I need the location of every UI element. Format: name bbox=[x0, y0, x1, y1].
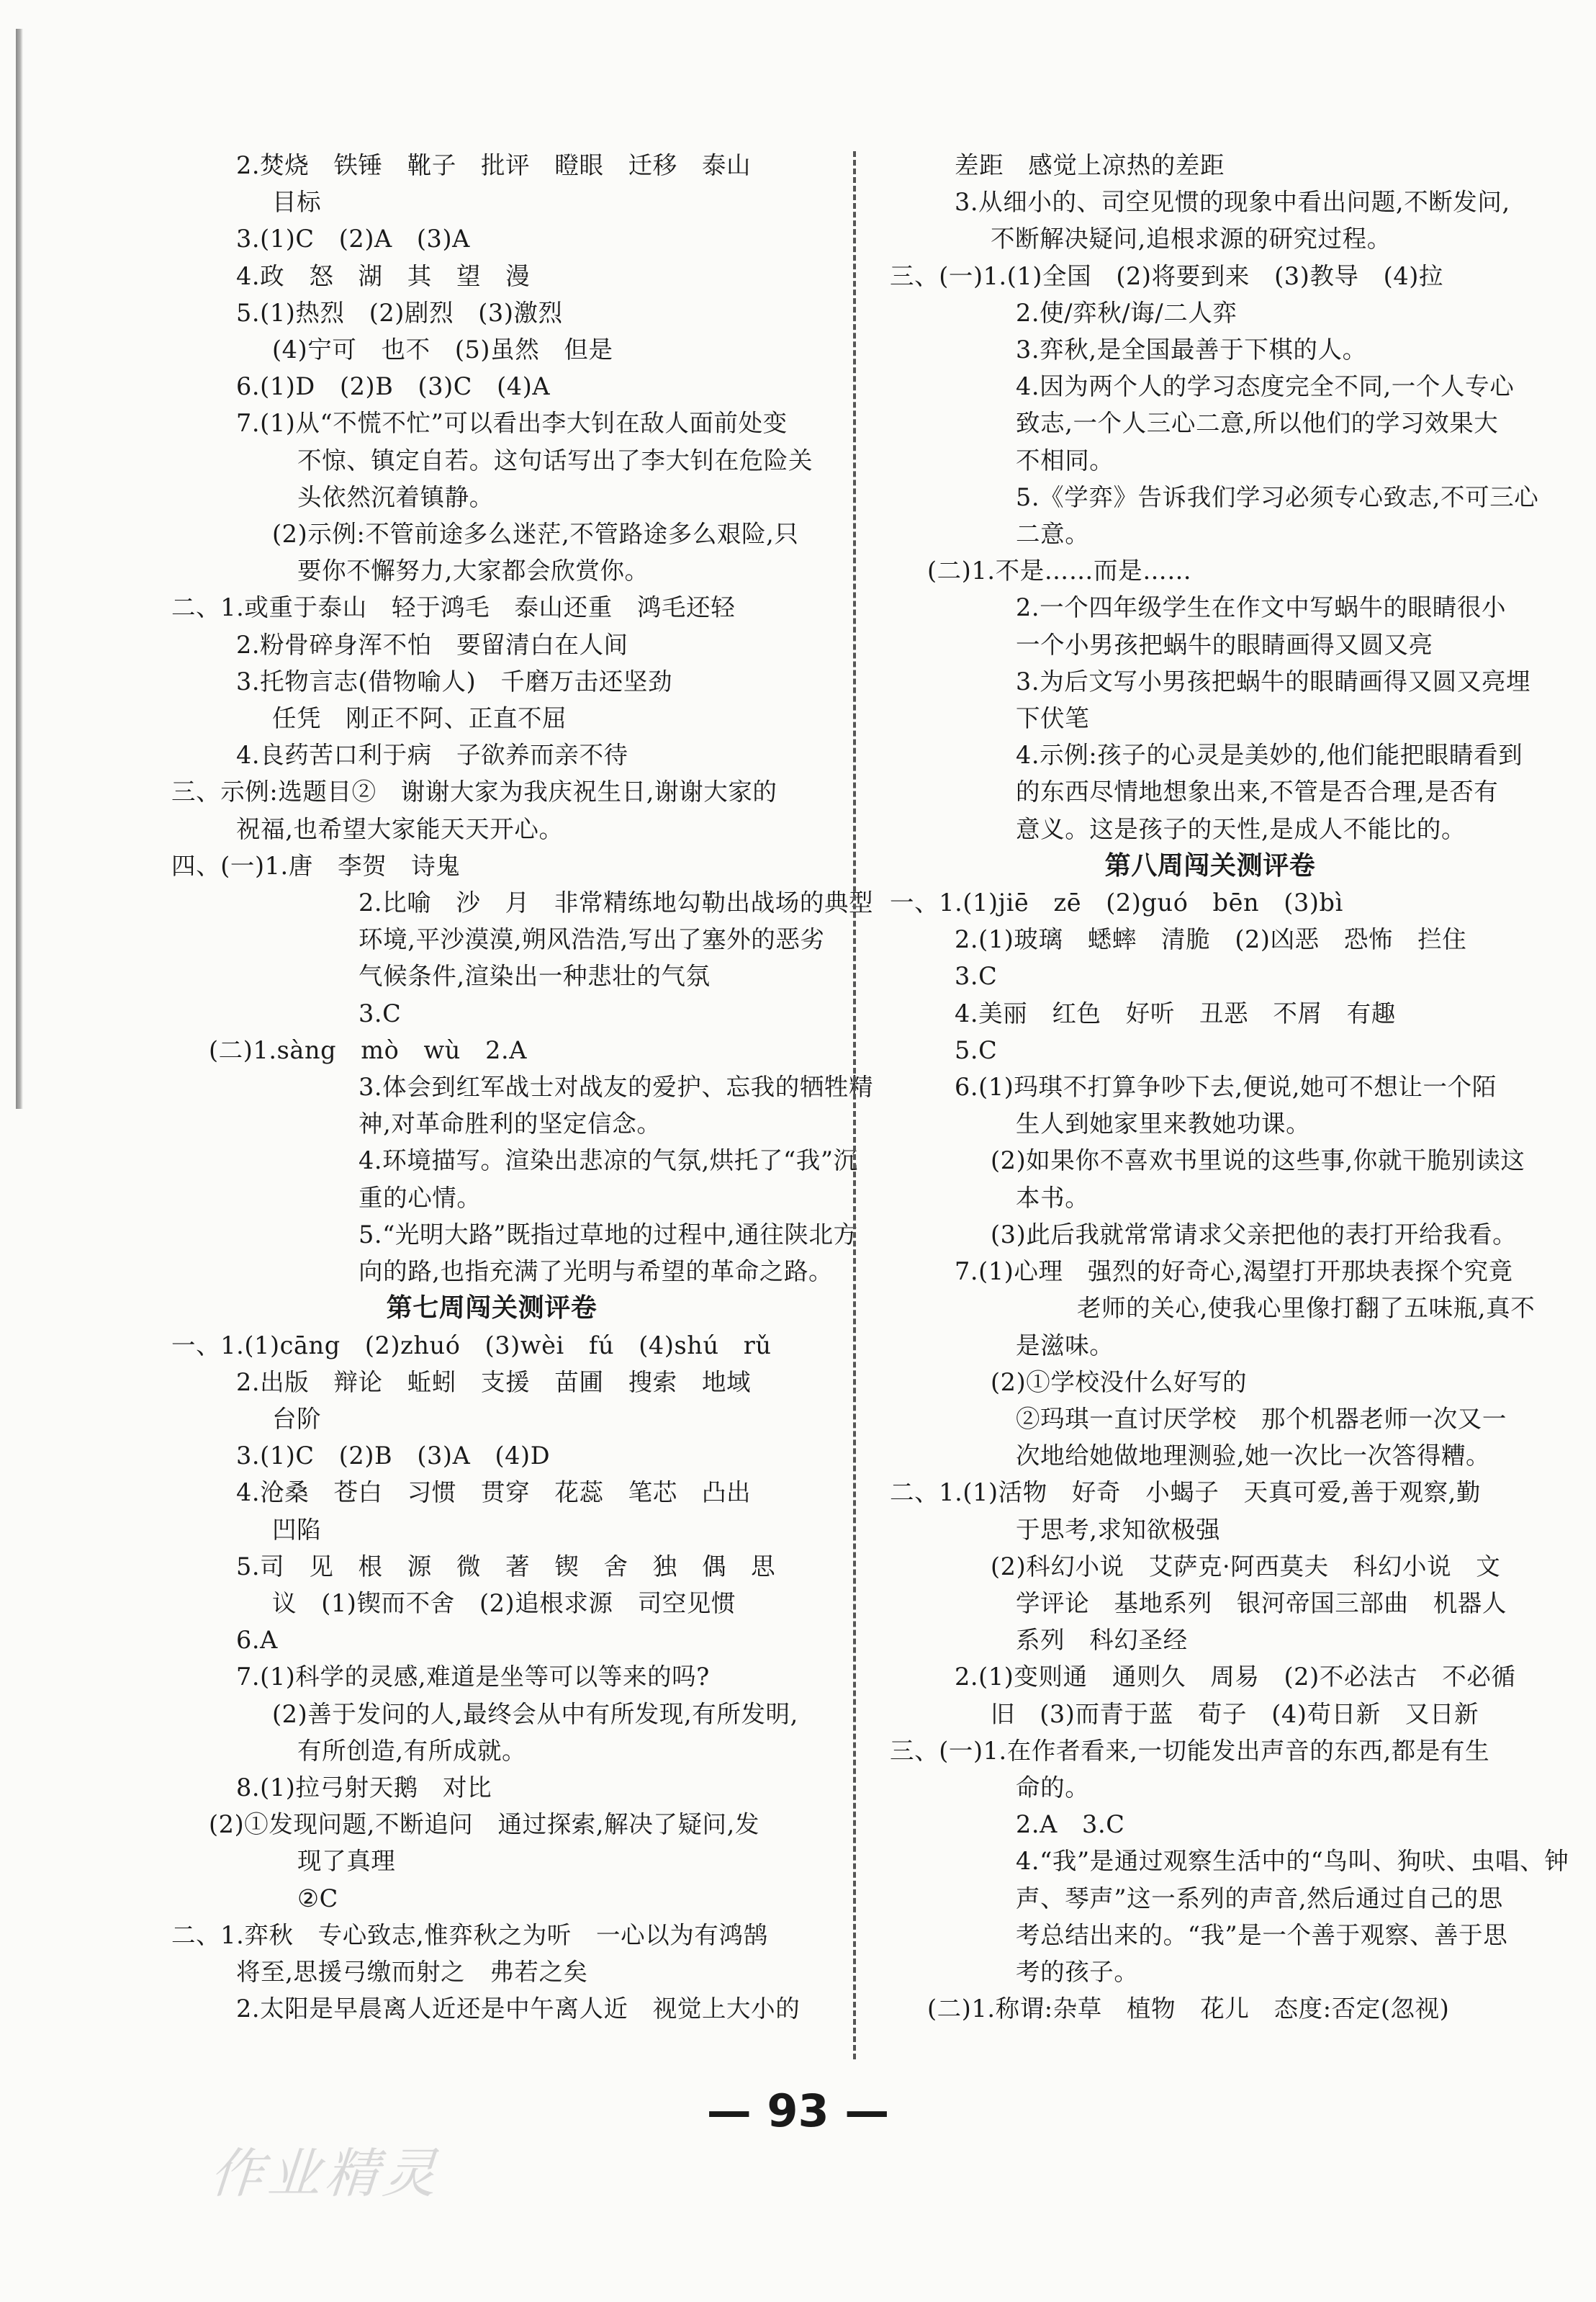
answer-line: 二、1.弈秋 专心致志,惟弈秋之为听 一心以为有鸿鹄 bbox=[171, 1920, 768, 1949]
answer-line: 老师的关心,使我心里像打翻了五味瓶,真不 bbox=[1077, 1294, 1536, 1323]
answer-line: 一、1.(1)cāng (2)zhuó (3)wèi fú (4)shú rǔ bbox=[171, 1331, 772, 1359]
answer-line: (3)此后我就常常请求父亲把他的表打开给我看。 bbox=[991, 1220, 1518, 1249]
answer-line: 5.“光明大路”既指过草地的过程中,通往陕北方 bbox=[359, 1220, 858, 1249]
answer-line: 现了真理 bbox=[297, 1847, 396, 1876]
answer-line: 3.体会到红军战士对战友的爱护、忘我的牺牲精 bbox=[359, 1073, 874, 1102]
answer-line: 7.(1)科学的灵感,难道是坐等可以等来的吗? bbox=[236, 1663, 710, 1691]
right-column bbox=[890, 147, 1569, 2027]
answer-line: 2.一个四年级学生在作文中写蜗牛的眼睛很小 bbox=[1016, 593, 1507, 622]
answer-line: 三、(一)1.在作者看来,一切能发出声音的东西,都是有生 bbox=[890, 1736, 1490, 1765]
answer-line: 系列 科幻圣经 bbox=[1016, 1626, 1188, 1655]
answer-line: 8.(1)拉弓射天鹅 对比 bbox=[236, 1773, 492, 1802]
answer-line: 4.示例:孩子的心灵是美妙的,他们能把眼睛看到 bbox=[1016, 741, 1523, 770]
answer-line: 7.(1)心理 强烈的好奇心,渴望打开那块表探个究竟 bbox=[955, 1257, 1513, 1286]
answer-line: 2.比喻 沙 月 非常精练地勾勒出战场的典型 bbox=[359, 889, 874, 917]
answer-line: 5.C bbox=[955, 1035, 998, 1064]
answer-line: 不断解决疑问,追根求源的研究过程。 bbox=[991, 225, 1392, 253]
section-heading: 第八周闯关测评卷 bbox=[1104, 850, 1316, 881]
answer-line: 5.《学弈》告诉我们学习必须专心致志,不可三心 bbox=[1016, 482, 1539, 511]
answer-line: 4.良药苦口利于病 子欲养而亲不待 bbox=[236, 741, 628, 770]
answer-line: 3.C bbox=[359, 999, 402, 1028]
answer-line: 2.出版 辩论 蚯蚓 支援 苗圃 搜索 地域 bbox=[236, 1367, 752, 1396]
answer-line: 差距 感觉上凉热的差距 bbox=[955, 151, 1225, 179]
answer-line: 要你不懈努力,大家都会欣赏你。 bbox=[297, 557, 649, 585]
answer-line: 3.(1)C (2)B (3)A (4)D bbox=[236, 1442, 551, 1470]
watermark: 作业精灵 bbox=[204, 2143, 456, 2205]
answer-line: (二)1.称谓:杂草 植物 花儿 态度:否定(忽视) bbox=[927, 1995, 1450, 2023]
answer-line: 5.司 见 根 源 微 著 锲 舍 独 偶 思 bbox=[236, 1552, 776, 1581]
answer-line: 重的心情。 bbox=[359, 1183, 482, 1212]
answer-line: (2)①学校没什么好写的 bbox=[991, 1367, 1248, 1396]
answer-line: (二)1.不是……而是…… bbox=[927, 557, 1192, 585]
answer-line: 于思考,求知欲极强 bbox=[1016, 1515, 1221, 1544]
answer-line: ②C bbox=[297, 1884, 338, 1912]
answer-line: 5.(1)热烈 (2)剧烈 (3)激烈 bbox=[236, 298, 563, 327]
answer-line: 不相同。 bbox=[1016, 446, 1114, 475]
answer-line: 三、(一)1.(1)全国 (2)将要到来 (3)教导 (4)拉 bbox=[890, 261, 1444, 290]
answer-line: 6.A bbox=[236, 1626, 278, 1655]
answer-line: 有所创造,有所成就。 bbox=[297, 1736, 527, 1765]
answer-line: 命的。 bbox=[1016, 1773, 1090, 1802]
answer-line: 神,对革命胜利的坚定信念。 bbox=[359, 1110, 662, 1138]
answer-line: 2.粉骨碎身浑不怕 要留清白在人间 bbox=[236, 630, 628, 659]
answer-line: 考的孩子。 bbox=[1016, 1957, 1139, 1986]
answer-line: 三、示例:选题目② 谢谢大家为我庆祝生日,谢谢大家的 bbox=[171, 778, 777, 806]
answer-line: 环境,平沙漠漠,朔风浩浩,写出了塞外的恶劣 bbox=[359, 925, 825, 954]
answer-line: 次地给她做地理测验,她一次比一次答得糟。 bbox=[1016, 1442, 1491, 1470]
answer-line: 学评论 基地系列 银河帝国三部曲 机器人 bbox=[1016, 1588, 1507, 1617]
answer-line: 台阶 bbox=[272, 1404, 322, 1433]
answer-line: ②玛琪一直讨厌学校 那个机器老师一次又一 bbox=[1016, 1404, 1507, 1433]
answer-line: 6.(1)玛琪不打算争吵下去,便说,她可不想让一个陌 bbox=[955, 1073, 1497, 1102]
answer-line: 考总结出来的。“我”是一个善于观察、善于思 bbox=[1016, 1920, 1508, 1949]
scan-edge-shadow bbox=[16, 29, 23, 1109]
answer-line: 声、琴声”这一系列的声音,然后通过自己的思 bbox=[1016, 1884, 1503, 1912]
answer-line: 气候条件,渲染出一种悲壮的气氛 bbox=[359, 962, 711, 991]
answer-line: 3.为后文写小男孩把蜗牛的眼睛画得又圆又亮埋 bbox=[1016, 667, 1531, 696]
answer-line: 4.“我”是通过观察生活中的“鸟叫、狗吠、虫唱、钟 bbox=[1016, 1847, 1569, 1876]
answer-line: 四、(一)1.唐 李贺 诗鬼 bbox=[171, 851, 461, 880]
answer-line: 4.沧桑 苍白 习惯 贯穿 花蕊 笔芯 凸出 bbox=[236, 1478, 752, 1507]
answer-line: 将至,思援弓缴而射之 弗若之矣 bbox=[236, 1957, 588, 1986]
answer-line: 2.(1)变则通 通则久 周易 (2)不必法古 不必循 bbox=[955, 1663, 1516, 1691]
answer-line: 4.政 怒 湖 其 望 漫 bbox=[236, 261, 531, 290]
answer-line: 生人到她家里来教她功课。 bbox=[1016, 1110, 1311, 1138]
answer-line: 3.弈秋,是全国最善于下棋的人。 bbox=[1016, 336, 1367, 364]
answer-line: 下伏笔 bbox=[1016, 704, 1090, 733]
answer-line: 6.(1)D (2)B (3)C (4)A bbox=[236, 372, 551, 401]
answer-line: 2.焚烧 铁锤 靴子 批评 瞪眼 迁移 泰山 bbox=[236, 151, 752, 179]
answer-line: (2)示例:不管前途多么迷茫,不管路途多么艰险,只 bbox=[272, 520, 799, 549]
answer-line: (4)宁可 也不 (5)虽然 但是 bbox=[272, 336, 613, 364]
answer-line: (2)善于发问的人,最终会从中有所发现,有所发明, bbox=[272, 1699, 798, 1728]
answer-line: 的东西尽情地想象出来,不管是否合理,是否有 bbox=[1016, 778, 1499, 806]
answer-line: 致志,一个人三心二意,所以他们的学习效果大 bbox=[1016, 409, 1499, 438]
answer-line: 4.因为两个人的学习态度完全不同,一个人专心 bbox=[1016, 372, 1515, 401]
left-column bbox=[171, 147, 874, 2027]
answer-line: 凹陷 bbox=[272, 1515, 322, 1544]
answer-line: 头依然沉着镇静。 bbox=[297, 482, 494, 511]
answer-line: (2)科幻小说 艾萨克·阿西莫夫 科幻小说 文 bbox=[991, 1552, 1501, 1581]
page-number: — 93 — bbox=[706, 2085, 890, 2137]
section-heading: 第七周闯关测评卷 bbox=[386, 1293, 598, 1323]
answer-line: 本书。 bbox=[1016, 1183, 1090, 1212]
answer-line: 二意。 bbox=[1016, 520, 1090, 549]
answer-line: 2.A 3.C bbox=[1016, 1810, 1125, 1839]
answer-line: 一个小男孩把蜗牛的眼睛画得又圆又亮 bbox=[1016, 630, 1433, 659]
answer-line: 任凭 刚正不阿、正直不屈 bbox=[272, 704, 567, 733]
answer-line: 是滋味。 bbox=[1016, 1331, 1114, 1359]
answer-line: 3.托物言志(借物喻人) 千磨万击还坚劲 bbox=[236, 667, 673, 696]
answer-line: 二、1.或重于泰山 轻于鸿毛 泰山还重 鸿毛还轻 bbox=[171, 593, 736, 622]
answer-line: (二)1.sàng mò wù 2.A bbox=[209, 1035, 528, 1064]
answer-line: 目标 bbox=[272, 188, 322, 217]
answer-line: 4.环境描写。渲染出悲凉的气氛,烘托了“我”沉 bbox=[359, 1146, 858, 1175]
answer-line: 7.(1)从“不慌不忙”可以看出李大钊在敌人面前处变 bbox=[236, 409, 788, 438]
answer-line: 祝福,也希望大家能天天开心。 bbox=[236, 814, 564, 843]
answer-line: 旧 (3)而青于蓝 荀子 (4)苟日新 又日新 bbox=[991, 1699, 1479, 1728]
answer-line: 二、1.(1)活物 好奇 小蝎子 天真可爱,善于观察,勤 bbox=[890, 1478, 1482, 1507]
answer-line: 议 (1)锲而不舍 (2)追根求源 司空见惯 bbox=[272, 1588, 736, 1617]
answer-line: (2)如果你不喜欢书里说的这些事,你就干脆别读这 bbox=[991, 1146, 1525, 1175]
answer-line: 向的路,也指充满了光明与希望的革命之路。 bbox=[359, 1257, 834, 1286]
answer-line: 3.C bbox=[955, 962, 998, 991]
answer-line: 3.从细小的、司空见惯的现象中看出问题,不断发问, bbox=[955, 188, 1510, 217]
answer-line: 意义。这是孩子的天性,是成人不能比的。 bbox=[1016, 814, 1466, 843]
answer-line: 不惊、镇定自若。这句话写出了李大钊在危险关 bbox=[297, 446, 813, 475]
answer-line: 2.使/弈秋/诲/二人弈 bbox=[1016, 298, 1237, 327]
answer-line: 3.(1)C (2)A (3)A bbox=[236, 225, 470, 253]
column-divider bbox=[853, 151, 856, 2059]
answer-line: 2.太阳是早晨离人近还是中午离人近 视觉上大小的 bbox=[236, 1995, 801, 2023]
answer-line: 4.美丽 红色 好听 丑恶 不屑 有趣 bbox=[955, 999, 1396, 1028]
answer-line: 2.(1)玻璃 蟋蟀 清脆 (2)凶恶 恐怖 拦住 bbox=[955, 925, 1467, 954]
answer-line: 一、1.(1)jiē zē (2)guó bēn (3)bì bbox=[890, 889, 1343, 917]
answer-line: (2)①发现问题,不断追问 通过探索,解决了疑问,发 bbox=[209, 1810, 759, 1839]
